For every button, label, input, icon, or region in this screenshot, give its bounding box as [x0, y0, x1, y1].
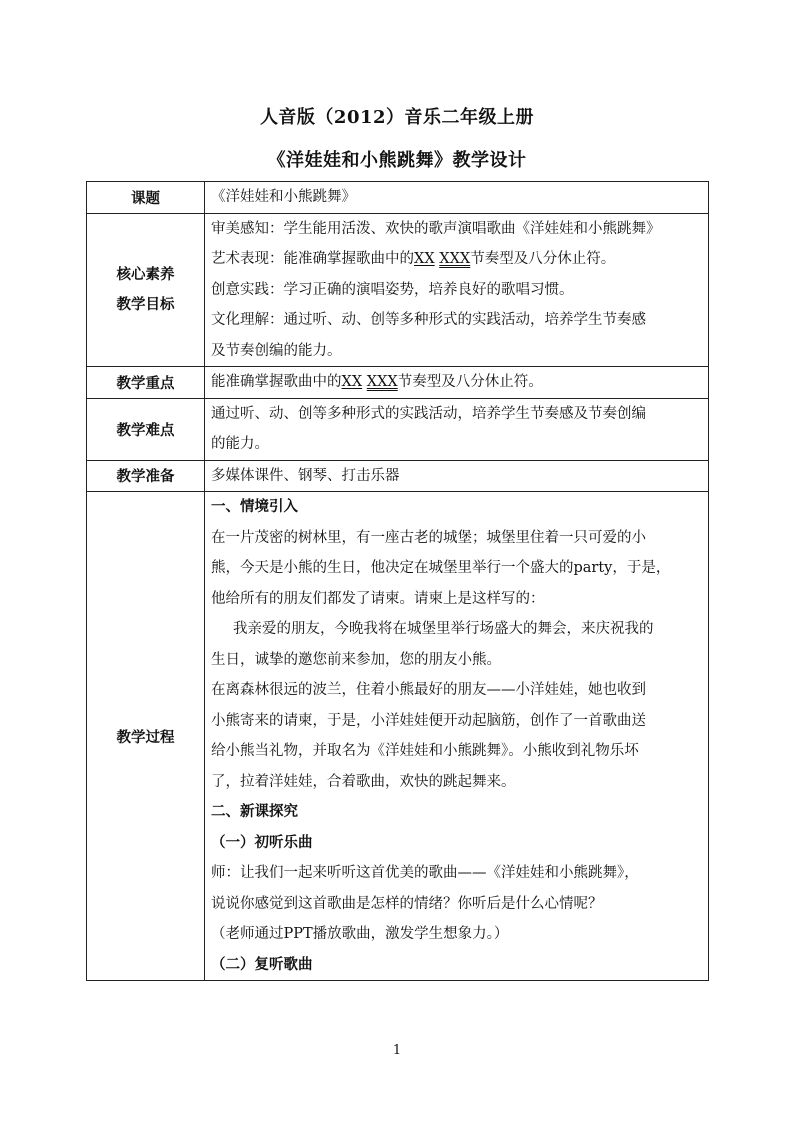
objective-expression-end: 节奏型及八分休止符。 — [470, 251, 616, 267]
process-line: 熊，今天是小熊的生日，他决定在城堡里举行一个盛大的party，于是， — [211, 560, 671, 576]
label-difficulty — [87, 398, 205, 460]
document-title-line-2: 《洋娃娃和小熊跳舞》教学设计 — [267, 150, 527, 171]
content-topic — [205, 182, 709, 214]
lesson-plan-table — [86, 181, 709, 981]
label-topic — [87, 182, 205, 214]
label-process — [87, 492, 205, 981]
section-heading-intro: 一、情境引入 — [211, 498, 298, 515]
rhythm-xxx: XXX — [439, 251, 471, 267]
key-point-pre: 能准确掌握歌曲中的 — [211, 374, 342, 390]
process-line: （老师通过PPT播放歌曲，激发学生想象力。） — [211, 926, 509, 942]
row-difficulty — [87, 398, 709, 460]
objective-aesthetic: 审美感知：学生能用活泼、欢快的歌声演唱歌曲《洋娃娃和小熊跳舞》 — [211, 220, 661, 237]
label-preparation — [87, 460, 205, 492]
page-number: 1 — [392, 1043, 402, 1058]
content-process — [205, 492, 709, 981]
process-line: 在离森林很远的波兰，住着小熊最好的朋友——小洋娃娃，她也收到 — [211, 682, 646, 698]
process-line: 他给所有的朋友们都发了请柬。请柬上是这样写的： — [211, 590, 545, 607]
rhythm-xx: XX — [341, 374, 363, 390]
process-line: 小熊寄来的请柬，于是，小洋娃娃便开动起脑筋，创作了一首歌曲送 — [211, 712, 646, 729]
content-difficulty — [205, 398, 709, 460]
objective-expression-text: 艺术表现：能准确掌握歌曲中的 — [211, 251, 414, 267]
invitation-line: 生日，诚挚的邀您前来参加，您的朋友小熊。 — [211, 651, 501, 668]
objective-creative: 创意实践：学习正确的演唱姿势，培养良好的歌唱习惯。 — [211, 281, 574, 298]
content-key-point — [205, 367, 709, 399]
section-heading-explore: 二、新课探究 — [211, 803, 298, 820]
key-point-text — [211, 367, 704, 398]
label-preparation-text: 教学准备 — [116, 468, 175, 486]
topic-text: 《洋娃娃和小熊跳舞》 — [211, 189, 356, 205]
objective-culture-cont: 及节奏创编的能力。 — [211, 342, 342, 359]
label-difficulty-text: 教学难点 — [116, 421, 175, 439]
objective-culture: 文化理解：通过听、动、创等多种形式的实践活动，培养学生节奏感 — [211, 312, 646, 328]
key-point-post: 节奏型及八分休止符。 — [397, 374, 543, 390]
content-objectives — [205, 213, 709, 367]
objective-expression — [211, 244, 704, 275]
content-preparation — [205, 460, 709, 492]
label-process-text: 教学过程 — [116, 728, 175, 746]
process-line: 了，拉着洋娃娃，合着歌曲，欢快的跳起舞来。 — [211, 773, 516, 790]
subsection-heading-first-listen: （一）初听乐曲 — [211, 833, 313, 851]
document-title-line-1: 人音版（2012）音乐二年级上册 — [259, 107, 535, 128]
label-key-point-text: 教学重点 — [116, 374, 175, 392]
row-objectives — [87, 213, 709, 367]
row-process — [87, 492, 709, 981]
row-preparation — [87, 460, 709, 492]
preparation-text: 多媒体课件、钢琴、打击乐器 — [211, 467, 400, 484]
invitation-line: 我亲爱的朋友，今晚我将在城堡里举行场盛大的舞会，来庆祝我的 — [233, 621, 654, 637]
label-key-point — [87, 367, 205, 399]
process-line: 说说你感觉到这首歌曲是怎样的情绪？你听后是什么心情呢？ — [211, 895, 603, 912]
process-line: 在一片茂密的树林里，有一座古老的城堡；城堡里住着一只可爱的小 — [211, 529, 646, 546]
row-topic — [87, 182, 709, 214]
label-objectives — [87, 213, 205, 367]
label-objectives-line-1: 核心素养 — [116, 265, 175, 283]
process-line: 师：让我们一起来听听这首优美的歌曲——《洋娃娃和小熊跳舞》， — [211, 865, 639, 881]
rhythm-xx: XX — [414, 251, 435, 267]
label-objectives-line-2: 教学目标 — [116, 295, 175, 313]
difficulty-line-1: 通过听、动、创等多种形式的实践活动，培养学生节奏感及节奏创编 — [211, 405, 646, 422]
subsection-heading-second-listen: （二）复听歌曲 — [211, 955, 313, 973]
process-line: 给小熊当礼物，并取名为《洋娃娃和小熊跳舞》。小熊收到礼物乐坏 — [211, 743, 639, 759]
label-topic-text: 课题 — [131, 189, 160, 207]
difficulty-line-2: 的能力。 — [211, 436, 269, 452]
row-key-point — [87, 367, 709, 399]
rhythm-xxx: XXX — [366, 374, 398, 390]
